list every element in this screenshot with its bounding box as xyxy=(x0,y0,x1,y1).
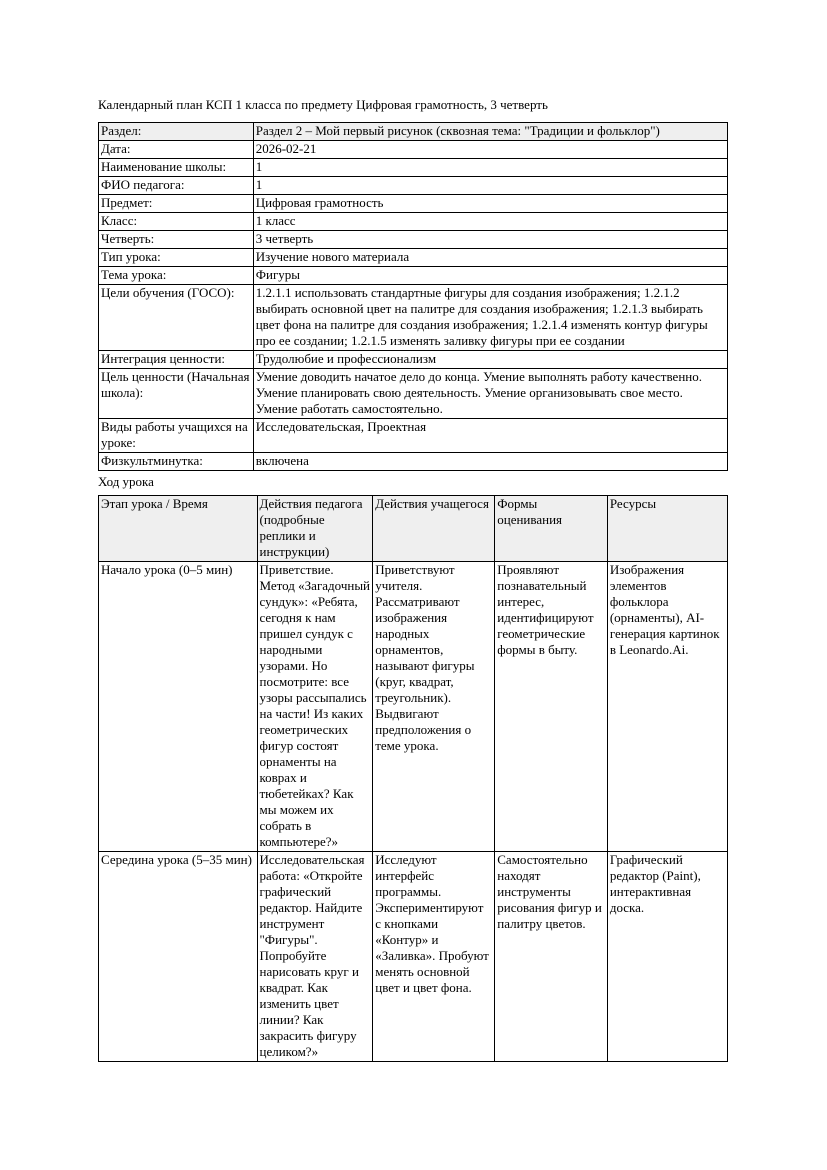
col-header-stage-time: Этап урока / Время xyxy=(99,496,258,562)
document-content xyxy=(98,97,728,1062)
cell-assessment: Самостоятельно находят инструменты рисования фигур и палитру цветов. xyxy=(495,852,608,1062)
info-value-date: 2026-02-21 xyxy=(253,141,727,159)
table-row-lesson-middle xyxy=(99,852,728,1062)
info-label-work-types: Виды работы учащихся на уроке: xyxy=(99,419,254,453)
info-label-lesson-topic: Тема урока: xyxy=(99,267,254,285)
cell-resources: Изображения элементов фольклора (орнаменты), AI-генерация картинок в Leonardo.Ai. xyxy=(607,562,727,852)
table-row xyxy=(99,195,728,213)
table-row xyxy=(99,213,728,231)
info-value-values-integration: Трудолюбие и профессионализм xyxy=(253,351,727,369)
table-row xyxy=(99,285,728,351)
table-row xyxy=(99,369,728,419)
info-value-teacher-name: 1 xyxy=(253,177,727,195)
info-value-phys-minute: включена xyxy=(253,453,727,471)
info-value-values-goal: Умение доводить начатое дело до конца. Умение выполнять работу качественно. Умение планировать свою деятельность. Умение организовывать свое место. Умение работать самостоятельно. xyxy=(253,369,727,419)
table-row xyxy=(99,267,728,285)
info-label-phys-minute: Физкультминутка: xyxy=(99,453,254,471)
table-row xyxy=(99,453,728,471)
table-row xyxy=(99,141,728,159)
lesson-flow-heading: Ход урока xyxy=(98,474,154,489)
info-label-date: Дата: xyxy=(99,141,254,159)
table-row xyxy=(99,177,728,195)
table-row xyxy=(99,249,728,267)
cell-teacher-actions: Исследовательская работа: «Откройте графический редактор. Найдите инструмент "Фигуры". Попробуйте нарисовать круг и квадрат. Как изменить цвет линии? Как закрасить фигуру целиком?» xyxy=(257,852,373,1062)
info-value-learning-goals: 1.2.1.1 использовать стандартные фигуры для создания изображения; 1.2.1.2 выбирать основной цвет на палитре для создания изображения; 1.2.1.3 выбирать цвет фона на палитре для создания изображения; 1.2.1.4 изменять контур фигуры про ее создании; 1.2.1.5 изменять заливку фигуры при ее создании xyxy=(253,285,727,351)
cell-resources: Графический редактор (Paint), интерактивная доска. xyxy=(607,852,727,1062)
table-row xyxy=(99,231,728,249)
info-value-lesson-type: Изучение нового материала xyxy=(253,249,727,267)
table-row xyxy=(99,159,728,177)
cell-student-actions: Приветствуют учителя. Рассматривают изображения народных орнаментов, называют фигуры (круг, квадрат, треугольник). Выдвигают предположения о теме урока. xyxy=(373,562,495,852)
table-row-lesson-start xyxy=(99,562,728,852)
info-label-teacher-name: ФИО педагога: xyxy=(99,177,254,195)
cell-student-actions: Исследуют интерфейс программы. Экспериментируют с кнопками «Контур» и «Заливка». Пробуют менять основной цвет и цвет фона. xyxy=(373,852,495,1062)
info-value-school: 1 xyxy=(253,159,727,177)
info-value-section: Раздел 2 – Мой первый рисунок (сквозная тема: "Традиции и фольклор") xyxy=(253,123,727,141)
lesson-flow-table xyxy=(98,495,728,1062)
info-label-subject: Предмет: xyxy=(99,195,254,213)
info-label-values-goal: Цель ценности (Начальная школа): xyxy=(99,369,254,419)
cell-stage: Начало урока (0–5 мин) xyxy=(99,562,258,852)
info-label-section: Раздел: xyxy=(99,123,254,141)
page-title: Календарный план КСП 1 класса по предмету Цифровая грамотность, 3 четверть xyxy=(98,97,548,112)
info-value-lesson-topic: Фигуры xyxy=(253,267,727,285)
col-header-teacher-actions: Действия педагога (подробные реплики и инструкции) xyxy=(257,496,373,562)
info-value-class: 1 класс xyxy=(253,213,727,231)
info-label-lesson-type: Тип урока: xyxy=(99,249,254,267)
info-value-work-types: Исследовательская, Проектная xyxy=(253,419,727,453)
cell-assessment: Проявляют познавательный интерес, идентифицируют геометрические формы в быту. xyxy=(495,562,608,852)
info-label-learning-goals: Цели обучения (ГОСО): xyxy=(99,285,254,351)
info-label-values-integration: Интеграция ценности: xyxy=(99,351,254,369)
info-label-school: Наименование школы: xyxy=(99,159,254,177)
col-header-resources: Ресурсы xyxy=(607,496,727,562)
table-header-row xyxy=(99,496,728,562)
col-header-student-actions: Действия учащегося xyxy=(373,496,495,562)
cell-teacher-actions: Приветствие. Метод «Загадочный сундук»: «Ребята, сегодня к нам пришел сундук с народными узорами. Но посмотрите: все узоры рассыпались на части! Из каких геометрических фигур состоят орнаменты на коврах и тюбетейках? Как мы можем их собрать в компьютере?» xyxy=(257,562,373,852)
info-label-quarter: Четверть: xyxy=(99,231,254,249)
table-row xyxy=(99,351,728,369)
info-value-subject: Цифровая грамотность xyxy=(253,195,727,213)
table-row xyxy=(99,123,728,141)
table-row xyxy=(99,419,728,453)
info-label-class: Класс: xyxy=(99,213,254,231)
info-value-quarter: 3 четверть xyxy=(253,231,727,249)
col-header-assessment-forms: Формы оценивания xyxy=(495,496,608,562)
lesson-info-table xyxy=(98,122,728,471)
cell-stage: Середина урока (5–35 мин) xyxy=(99,852,258,1062)
